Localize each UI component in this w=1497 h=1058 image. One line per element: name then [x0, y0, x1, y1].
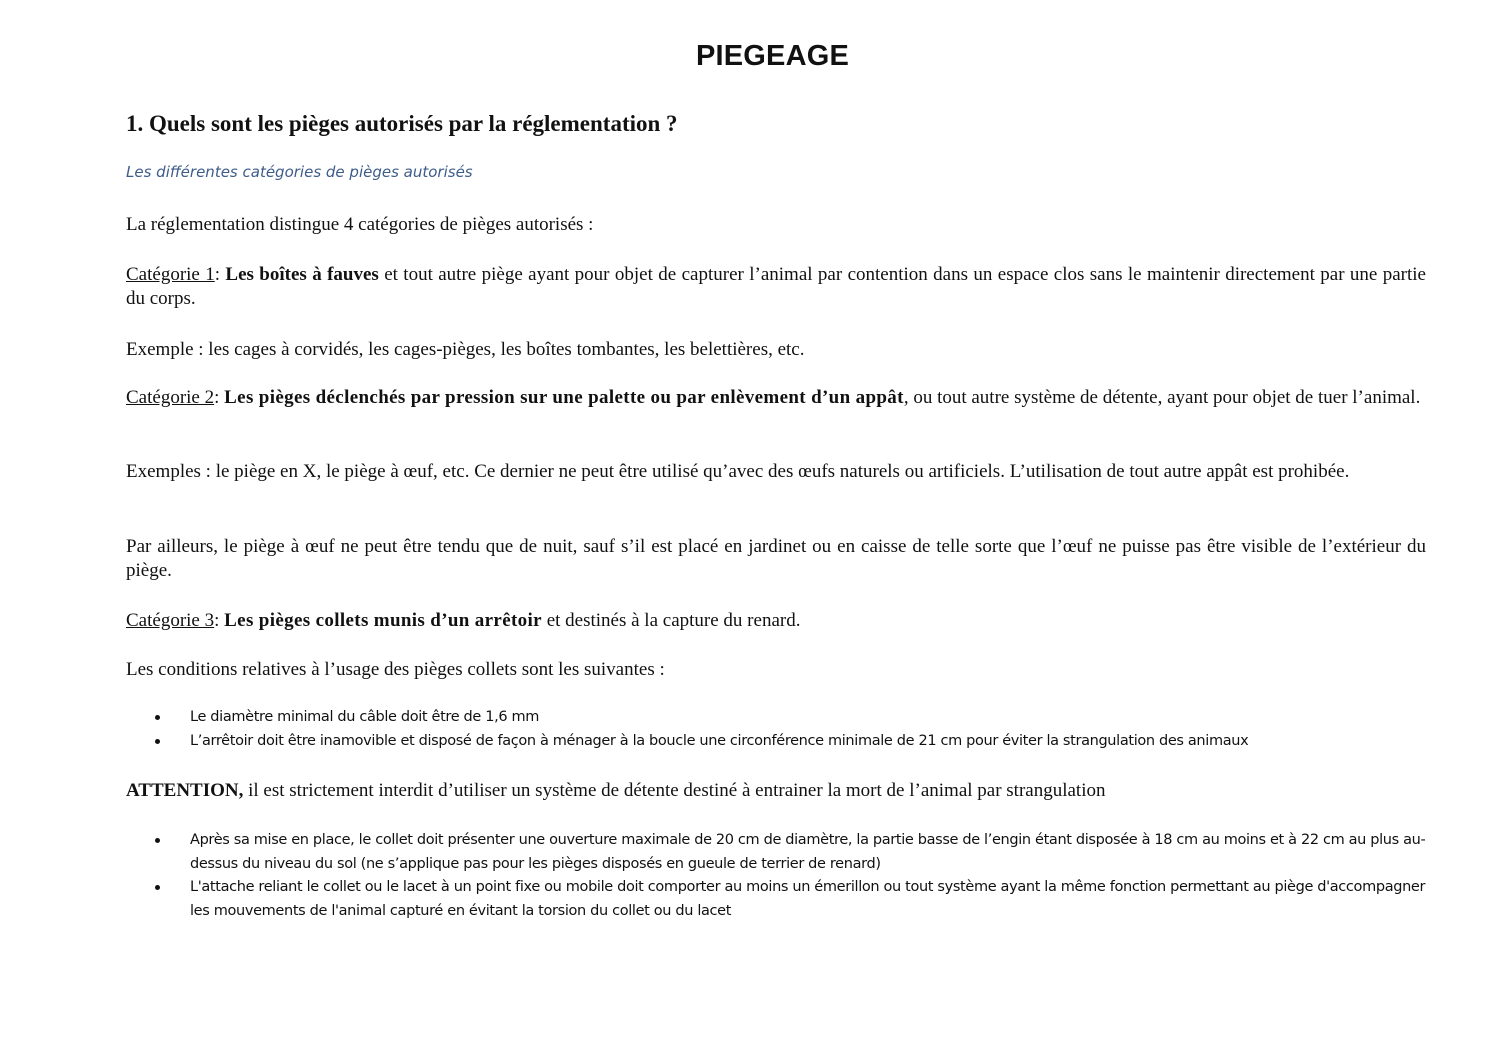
bullet-icon	[155, 715, 160, 720]
list-item	[155, 829, 1430, 876]
list-item-text: L'attache reliant le collet ou le lacet à un point fixe ou mobile doit comporter au moins un émerillon ou tout système ayant la même fonction permettant au piège d'accompagner les mouvements de l'animal capturé en évitant la torsion du collet ou du lacet	[190, 879, 1426, 919]
attention-label: ATTENTION,	[126, 780, 244, 801]
conditions-intro: Les conditions relatives à l’usage des pièges collets sont les suivantes :	[126, 659, 665, 680]
category-1-title: Les boîtes à fauves	[225, 264, 379, 285]
section-subheading: Les différentes catégories de pièges autorisés	[126, 163, 473, 181]
category-3-separator: :	[214, 610, 225, 631]
category-1-example: Exemple : les cages à corvidés, les cages-pièges, les boîtes tombantes, les belettières, etc.	[126, 339, 805, 360]
category-2-example: Exemples : le piège en X, le piège à œuf, etc. Ce dernier ne peut être utilisé qu’avec des œufs naturels ou artificiels. L’utilisation de tout autre appât est prohibée.	[126, 461, 1350, 482]
list-item	[155, 706, 1430, 730]
list-item-text: L’arrêtoir doit être inamovible et disposé de façon à ménager à la boucle une circonférence minimale de 21 cm pour éviter la strangulation des animaux	[190, 732, 1249, 749]
intro-paragraph: La réglementation distingue 4 catégories de pièges autorisés :	[126, 214, 594, 235]
bullet-icon	[155, 739, 160, 744]
category-2-title: Les pièges déclenchés par pression sur une palette ou par enlèvement d’un appât	[224, 387, 904, 408]
bullet-icon	[155, 838, 160, 843]
category-1-label: Catégorie 1	[126, 264, 215, 285]
category-2-note: Par ailleurs, le piège à œuf ne peut être tendu que de nuit, sauf s’il est placé en jardinet ou en caisse de telle sorte que l’œuf ne puisse pas être visible de l’extérieur du piège.	[126, 536, 1426, 581]
attention-text: il est strictement interdit d’utiliser un système de détente destiné à entrainer la mort de l’animal par strangulation	[243, 780, 1106, 801]
category-3-paragraph	[126, 609, 1426, 633]
list-item-text: Après sa mise en place, le collet doit présenter une ouverture maximale de 20 cm de diamètre, la partie basse de l’engin étant disposée à 18 cm au moins et à 22 cm au plus au-dessus du niveau du sol (ne s’applique pas pour les pièges disposés en gueule de terrier de renard)	[190, 832, 1426, 872]
category-2-label: Catégorie 2	[126, 387, 215, 408]
category-1-paragraph	[126, 263, 1426, 311]
attention-paragraph	[126, 779, 1426, 803]
list-item	[155, 876, 1430, 923]
category-2-description: , ou tout autre système de détente, ayant pour objet de tuer l’animal.	[903, 387, 1421, 408]
conditions-list	[155, 706, 1430, 753]
category-1-separator: :	[214, 264, 226, 285]
category-3-description: et destinés à la capture du renard.	[541, 610, 801, 631]
category-3-label: Catégorie 3	[126, 610, 215, 631]
bullet-icon	[155, 885, 160, 890]
list-item-text: Le diamètre minimal du câble doit être de 1,6 mm	[190, 709, 540, 725]
category-3-title: Les pièges collets munis d’un arrêtoir	[224, 610, 542, 631]
page-title: PIEGEAGE	[695, 40, 850, 72]
category-1-description: et tout autre piège ayant pour objet de capturer l’animal par contention dans un espace clos sans le maintenir directement par une partie du corps.	[126, 264, 1426, 309]
attention-list	[155, 829, 1430, 923]
category-2-separator: :	[214, 387, 225, 408]
section-heading: 1. Quels sont les pièges autorisés par la réglementation ?	[126, 111, 678, 136]
category-2-paragraph	[126, 386, 1426, 410]
list-item	[155, 730, 1430, 754]
